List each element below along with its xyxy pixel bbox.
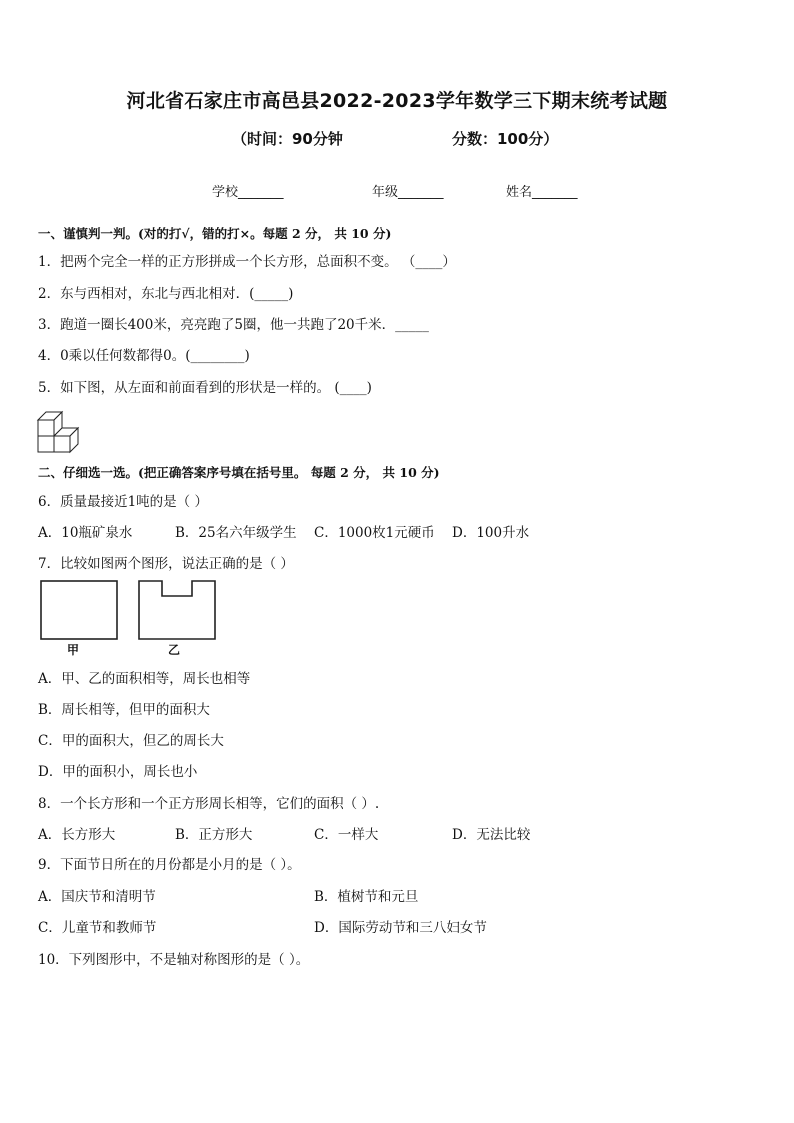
question-8: 8．一个长方形和一个正方形周长相等，它们的面积（ ）. (38, 796, 380, 812)
exam-time: （时间：90分钟 (232, 130, 343, 148)
name-field: 姓名_______ (506, 185, 578, 200)
section2-heading: 二、仔细选一选。(把正确答案序号填在括号里。 每题 2 分， 共 10 分) (38, 465, 440, 480)
q9-option-c: C．儿童节和教师节 (38, 920, 157, 936)
question-6: 6．质量最接近1吨的是（ ） (38, 494, 208, 510)
q6-option-b: B．25名六年级学生 (175, 525, 297, 541)
question-2: 2．东与西相对，东北与西北相对．(_____) (38, 286, 294, 302)
label-jia: 甲 (67, 643, 80, 657)
shape-jia-figure (40, 580, 120, 642)
q9-option-a: A．国庆节和清明节 (38, 889, 156, 905)
q7-option-a: A．甲、乙的面积相等，周长也相等 (38, 671, 251, 687)
question-5: 5．如下图，从左面和前面看到的形状是一样的。 (____) (38, 380, 372, 396)
q8-option-d: D．无法比较 (452, 827, 531, 843)
q9-option-d: D．国际劳动节和三八妇女节 (314, 920, 487, 936)
cube-stack-figure (36, 404, 96, 456)
q6-option-c: C．1000枚1元硬币 (314, 525, 435, 541)
question-1: 1．把两个完全一样的正方形拼成一个长方形，总面积不变。 （____） (38, 254, 456, 270)
question-7: 7．比较如图两个图形，说法正确的是（ ） (38, 556, 294, 572)
exam-title: 河北省石家庄市高邑县2022-2023学年数学三下期末统考试题 (126, 90, 668, 112)
q7-option-d: D．甲的面积小，周长也小 (38, 764, 198, 780)
q8-option-a: A．长方形大 (38, 827, 116, 843)
question-3: 3．跑道一圈长400米，亮亮跑了5圈，他一共跑了20千米．_____ (38, 317, 429, 333)
q7-option-c: C．甲的面积大，但乙的周长大 (38, 733, 224, 749)
q8-option-c: C．一样大 (314, 827, 379, 843)
grade-field: 年级_______ (372, 185, 444, 200)
q6-option-d: D．100升水 (452, 525, 530, 541)
exam-score: 分数：100分） (452, 130, 559, 148)
q6-option-a: A．10瓶矿泉水 (38, 525, 133, 541)
question-9: 9．下面节日所在的月份都是小月的是（ ）。 (38, 857, 301, 873)
shape-yi-figure (138, 580, 218, 642)
label-yi: 乙 (168, 643, 181, 657)
q8-option-b: B．正方形大 (175, 827, 253, 843)
question-4: 4．0乘以任何数都得0。(________) (38, 348, 250, 364)
q7-option-b: B．周长相等，但甲的面积大 (38, 702, 210, 718)
question-10: 10．下列图形中，不是轴对称图形的是（ ）。 (38, 952, 310, 968)
school-field: 学校_______ (212, 185, 284, 200)
section1-heading: 一、谨慎判一判。(对的打√，错的打×。每题 2 分， 共 10 分) (38, 226, 392, 241)
q9-option-b: B．植树节和元旦 (314, 889, 419, 905)
